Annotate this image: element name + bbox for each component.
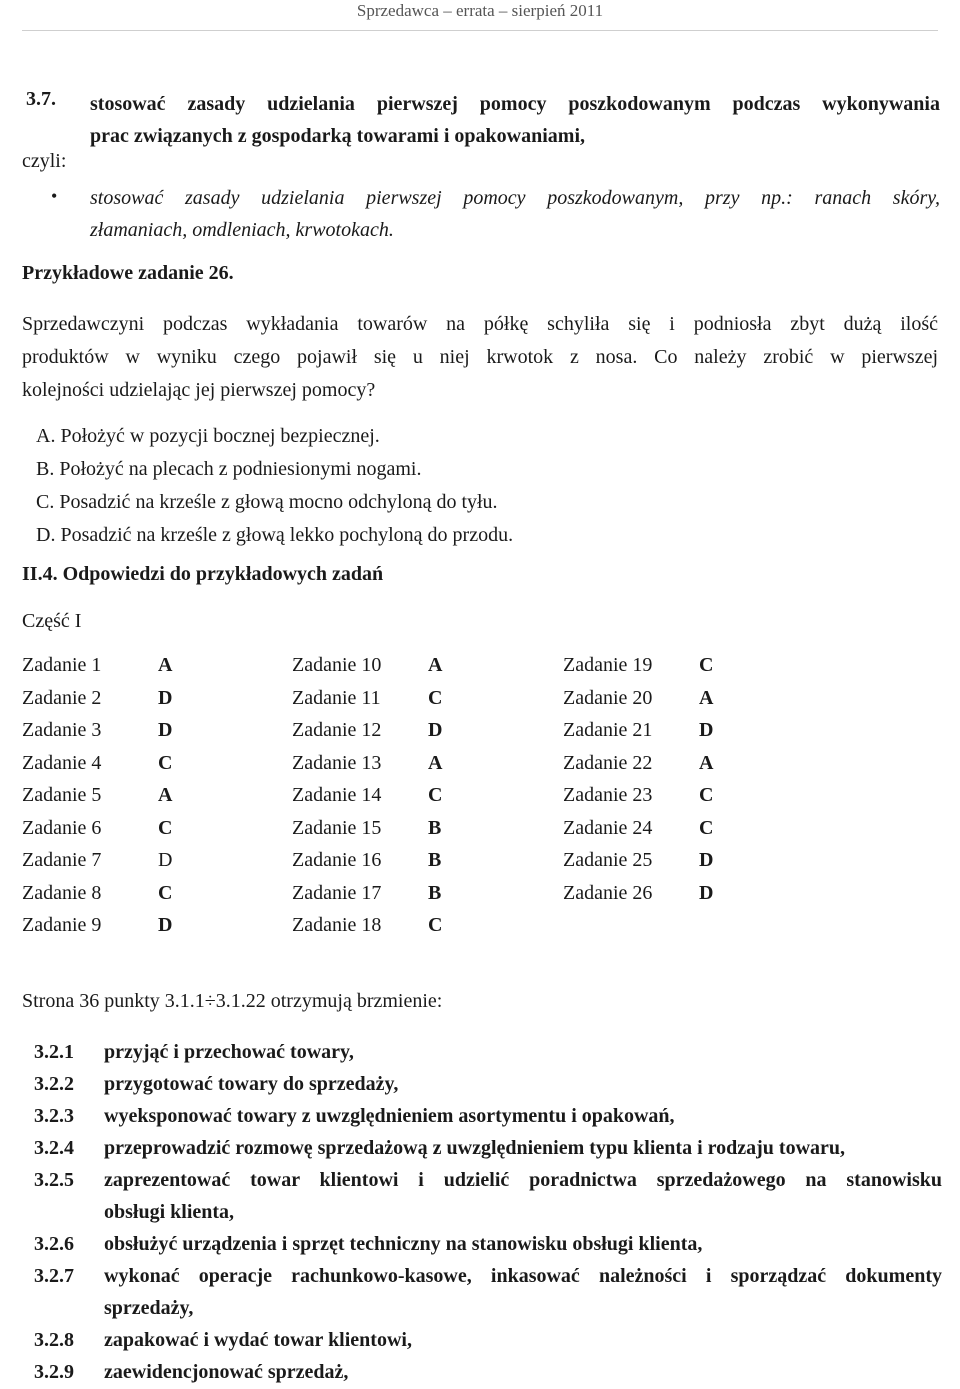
- task-label: Zadanie 16: [292, 849, 382, 871]
- item-text: [104, 1228, 942, 1260]
- list-item: [30, 1132, 942, 1164]
- item-number: 3.2.7: [34, 1265, 74, 1287]
- task-answer: C: [699, 654, 714, 676]
- task-answer: B: [428, 881, 442, 904]
- item-text: [104, 1324, 942, 1356]
- task-label: Zadanie 20: [563, 686, 653, 709]
- task-label: Zadanie 12: [292, 719, 382, 741]
- option-letter: A.: [36, 425, 56, 447]
- item-number: 3.2.2: [34, 1073, 74, 1095]
- section-title: II.4. Odpowiedzi do przykładowych zadań: [22, 563, 384, 585]
- task-answer: A: [158, 654, 173, 676]
- item-text: [104, 1164, 942, 1228]
- task-answer: C: [158, 751, 173, 774]
- item-number: 3.2.9: [34, 1361, 74, 1383]
- item-number: 3.2.5: [34, 1169, 74, 1191]
- task-label: Zadanie 1: [22, 654, 102, 676]
- item-text: [104, 1356, 942, 1388]
- item-number: 3.2.8: [34, 1329, 74, 1351]
- table-row: [22, 752, 739, 785]
- task-answer: B: [428, 849, 442, 871]
- item-text-line: zaprezentować towar klientowi i udzielić poradnictwa sprzedażowego na stanowisku: [104, 1169, 942, 1191]
- task-answer: D: [158, 849, 173, 871]
- option-a: [36, 420, 513, 453]
- task-label: Zadanie 4: [22, 751, 102, 774]
- task-label: Zadanie 10: [292, 654, 382, 676]
- task-label: Zadanie 5: [22, 784, 102, 806]
- task-answer: A: [158, 784, 173, 806]
- example-title: Przykładowe zadanie 26.: [22, 262, 234, 284]
- task-label: Zadanie 26: [563, 881, 653, 904]
- task-answer: A: [699, 686, 714, 709]
- task-label: Zadanie 13: [292, 751, 382, 774]
- item-text-line: obsłużyć urządzenia i sprzęt techniczny na stanowisku obsługi klienta,: [104, 1233, 703, 1255]
- answer-options: [36, 420, 513, 552]
- bullet-text: [90, 182, 940, 246]
- task-answer: C: [699, 784, 714, 806]
- list-item: [30, 1100, 942, 1132]
- list-item: [30, 1260, 942, 1324]
- task-label: Zadanie 11: [292, 686, 381, 709]
- option-b: [36, 453, 513, 486]
- answers-table: [22, 654, 739, 947]
- item-text-line: wykonać operacje rachunkowo-kasowe, inkasować należności i sporządzać dokumenty: [104, 1265, 942, 1287]
- item-text: [104, 1260, 942, 1324]
- item-text: [104, 1100, 942, 1132]
- task-answer: B: [428, 816, 442, 839]
- task-label: Zadanie 17: [292, 881, 382, 904]
- bullet-text-line: stosować zasady udzielania pierwszej pomocy poszkodowanym, przy np.: ranach skóry,: [90, 187, 940, 209]
- task-answer: C: [158, 881, 173, 904]
- list-item: [30, 1324, 942, 1356]
- page-header: Sprzedawca – errata – sierpień 2011: [356, 1, 604, 20]
- table-row: [22, 817, 739, 850]
- list-item: [30, 1068, 942, 1100]
- table-row: [22, 784, 739, 817]
- task-answer: D: [428, 719, 443, 741]
- task-answer: D: [699, 881, 714, 904]
- part-title: Część I: [22, 610, 82, 632]
- item-text-line: stosować zasady udzielania pierwszej pomocy poszkodowanym podczas wykonywania: [90, 93, 940, 115]
- task-answer: A: [428, 751, 443, 774]
- question-line: produktów w wyniku czego pojawił się u niej krwotok z nosa. Co należy zrobić w pierwszej: [22, 346, 938, 368]
- task-label: Zadanie 2: [22, 686, 102, 709]
- task-label: Zadanie 3: [22, 719, 102, 741]
- skills-list: [30, 1036, 942, 1388]
- option-letter: D.: [36, 524, 56, 546]
- task-answer: A: [428, 654, 443, 676]
- task-answer: D: [158, 686, 173, 709]
- item-text-line: zapakować i wydać towar klientowi,: [104, 1329, 412, 1351]
- task-label: Zadanie 14: [292, 784, 382, 806]
- option-letter: B.: [36, 458, 55, 480]
- item-number: 3.2.3: [34, 1105, 74, 1127]
- task-label: [563, 914, 699, 947]
- task-label: Zadanie 25: [563, 849, 653, 871]
- table-row: [22, 914, 739, 947]
- task-label: Zadanie 8: [22, 881, 102, 904]
- page-note: Strona 36 punkty 3.1.1÷3.1.22 otrzymują brzmienie:: [22, 990, 443, 1012]
- task-label: Zadanie 9: [22, 914, 102, 936]
- table-row: [22, 882, 739, 915]
- item-text: [104, 1132, 942, 1164]
- item-number: 3.7.: [26, 88, 56, 110]
- item-text-line: zaewidencjonować sprzedaż,: [104, 1361, 349, 1383]
- task-answer: C: [428, 686, 443, 709]
- item-text: [104, 1036, 942, 1068]
- item-text-line: przygotować towary do sprzedaży,: [104, 1073, 399, 1095]
- item-text-line: przyjąć i przechować towary,: [104, 1041, 354, 1063]
- task-label: Zadanie 24: [563, 816, 653, 839]
- table-row: [22, 849, 739, 882]
- item-text: [104, 1068, 942, 1100]
- item-text-line: prac związanych z gospodarką towarami i opakowaniami,: [90, 125, 585, 147]
- task-label: Zadanie 21: [563, 719, 653, 741]
- task-label: Zadanie 19: [563, 654, 653, 676]
- task-label: Zadanie 18: [292, 914, 382, 936]
- task-answer: A: [699, 751, 714, 774]
- task-answer: C: [428, 914, 443, 936]
- item-text: [90, 88, 940, 152]
- option-text: Położyć w pozycji bocznej bezpiecznej.: [60, 425, 380, 447]
- item-text-line: przeprowadzić rozmowę sprzedażową z uwzględnieniem typu klienta i rodzaju towaru,: [104, 1137, 846, 1159]
- task-answer: C: [428, 784, 443, 806]
- task-label: Zadanie 23: [563, 784, 653, 806]
- table-row: [22, 654, 739, 687]
- list-item: [30, 1228, 942, 1260]
- option-d: [36, 519, 513, 552]
- option-c: [36, 486, 513, 519]
- list-item: [30, 1036, 942, 1068]
- item-number: 3.2.4: [34, 1137, 74, 1159]
- task-label: Zadanie 15: [292, 816, 382, 839]
- header-rule: [22, 30, 938, 31]
- task-answer: D: [699, 849, 714, 871]
- item-text-line: sprzedaży,: [104, 1297, 194, 1319]
- question-line: Sprzedawczyni podczas wykładania towarów na półkę schyliła się i podniosła zbyt dużą ilość: [22, 313, 938, 335]
- task-answer: C: [158, 816, 173, 839]
- czyli-label: czyli:: [22, 150, 67, 172]
- task-answer: C: [699, 816, 714, 839]
- task-label: Zadanie 7: [22, 849, 102, 871]
- option-letter: C.: [36, 491, 55, 513]
- item-number: 3.2.1: [34, 1041, 74, 1063]
- task-answer: D: [158, 914, 173, 936]
- bullet-icon: •: [51, 186, 58, 206]
- item-text-line: obsługi klienta,: [104, 1201, 235, 1223]
- list-item: [30, 1164, 942, 1228]
- option-text: Posadzić na krześle z głową lekko pochyloną do przodu.: [60, 524, 514, 546]
- question-line: kolejności udzielając jej pierwszej pomocy?: [22, 379, 376, 401]
- list-item: [30, 1356, 942, 1388]
- item-text-line: wyeksponować towary z uwzględnieniem asortymentu i opakowań,: [104, 1105, 675, 1127]
- option-text: Posadzić na krześle z głową mocno odchyloną do tyłu.: [59, 491, 498, 513]
- item-number: 3.2.6: [34, 1233, 74, 1255]
- bullet-text-line: złamaniach, omdleniach, krwotokach.: [90, 219, 394, 241]
- example-question: [22, 308, 938, 407]
- task-label: Zadanie 6: [22, 816, 102, 839]
- table-row: [22, 687, 739, 720]
- task-answer: D: [158, 719, 173, 741]
- task-answer: [699, 914, 739, 947]
- task-label: Zadanie 22: [563, 751, 653, 774]
- task-answer: D: [699, 719, 714, 741]
- option-text: Położyć na plecach z podniesionymi nogami.: [59, 458, 422, 480]
- table-row: [22, 719, 739, 752]
